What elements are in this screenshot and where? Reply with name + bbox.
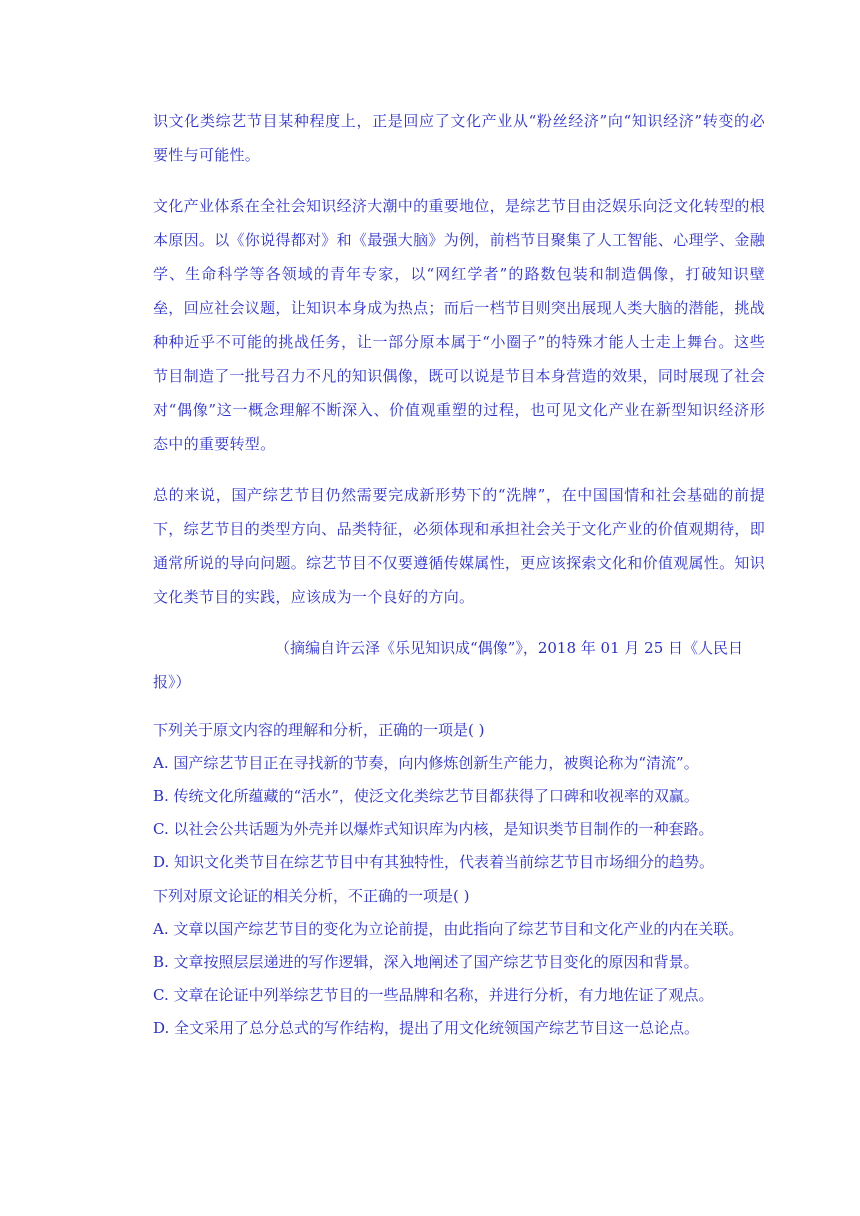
question-1-stem: 下列关于原文内容的理解和分析，正确的一项是( ) xyxy=(153,721,485,739)
paragraph-2: 文化产业体系在全社会知识经济大潮中的重要地位，是综艺节目由泛娱乐向泛文化转型的根本原因。以《你说得都对》和《最强大脑》为例，前档节目聚集了人工智能、心理学、金融学、生命科学等各领域的青年专家，以“网红学者”的路数包装和制造偶像，打破知识壁垒，回应社会议题，让知识本身成为热点；而后一档节目则突出展现人类大脑的潜能，挑战种种近乎不可能的挑战任务，让一部分原本属于“小圈子”的特殊才能人士走上舞台。这些节目制造了一批号召力不凡的知识偶像，既可以说是节目本身营造的效果，同时展现了社会对“偶像”这一概念理解不断深入、价值观重塑的过程，也可见文化产业在新型知识经济形态中的重要转型。 xyxy=(153,197,766,453)
source-line-2: 报》） xyxy=(153,673,191,691)
source-citation xyxy=(153,631,765,699)
question-1-option-b[interactable]: B. 传统文化所蕴藏的“活水”，使泛文化类综艺节目都获得了口碑和收视率的双赢。 xyxy=(153,787,699,805)
question-1-option-a[interactable]: A. 国产综艺节目正在寻找新的节奏，向内修炼创新生产能力，被舆论称为“清流”。 xyxy=(153,754,699,772)
question-1-option-c[interactable]: C. 以社会公共话题为外壳并以爆炸式知识库为内核，是知识类节目制作的一种套路。 xyxy=(153,820,714,838)
question-2-option-b[interactable]: B. 文章按照层层递进的写作逻辑，深入地阐述了国产综艺节目变化的原因和背景。 xyxy=(153,953,699,971)
question-2 xyxy=(153,880,765,1045)
source-line-1: （摘编自许云泽《乐见知识成“偶像”》，2018 年 01 月 25 日《人民日 xyxy=(275,639,744,657)
question-2-option-c[interactable]: C. 文章在论证中列举综艺节目的一些品牌和名称，并进行分析，有力地佐证了观点。 xyxy=(153,986,714,1004)
question-2-option-d[interactable]: D. 全文采用了总分总式的写作结构，提出了用文化统领国产综艺节目这一总论点。 xyxy=(153,1019,700,1037)
question-2-stem: 下列对原文论证的相关分析，不正确的一项是( ) xyxy=(153,887,470,905)
question-2-option-a[interactable]: A. 文章以国产综艺节目的变化为立论前提，由此指向了综艺节目和文化产业的内在关联。 xyxy=(153,920,744,938)
question-1 xyxy=(153,714,765,879)
paragraph-3: 总的来说，国产综艺节目仍然需要完成新形势下的“洗牌”，在中国国情和社会基础的前提下，综艺节目的类型方向、品类特征，必须体现和承担社会关于文化产业的价值观期待，即通常所说的导向问题。综艺节目不仅要遵循传媒属性，更应该探索文化和价值观属性。知识文化类节目的实践，应该成为一个良好的方向。 xyxy=(153,486,766,606)
paragraph-1: 识文化类综艺节目某种程度上，正是回应了文化产业从“粉丝经济”向“知识经济”转变的必要性与可能性。 xyxy=(153,112,765,164)
question-1-option-d[interactable]: D. 知识文化类节目在综艺节目中有其独特性，代表着当前综艺节目市场细分的趋势。 xyxy=(153,853,715,871)
